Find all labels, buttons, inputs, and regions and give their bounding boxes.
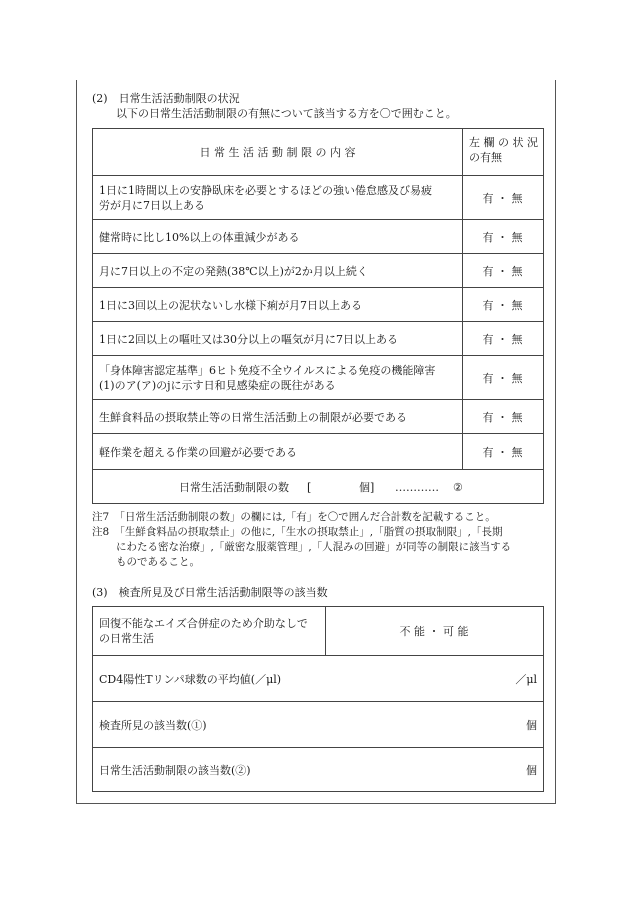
header-status-line2: の有無 — [469, 151, 502, 164]
summary-label: 日常生活活動制限の該当数(②) — [99, 763, 251, 777]
summary-table — [92, 606, 544, 792]
choice-cell[interactable] — [462, 356, 543, 400]
header-content-label: 日 常 生 活 活 動 制 限 の 内 容 — [199, 145, 356, 159]
ability-choice[interactable] — [325, 607, 543, 655]
cd4-unit: ／μl — [515, 672, 537, 686]
summary-label — [99, 607, 323, 655]
count-mark: ② — [453, 480, 463, 494]
choice-text: 有 ・ 無 — [482, 230, 523, 244]
row-text: 「身体障害認定基準」6ヒト免疫不全ウイルスによる免疫の機能障害 — [99, 364, 436, 377]
header-status — [469, 135, 545, 169]
summary-label: CD4陽性Tリンパ球数の平均値(／μl) — [99, 672, 282, 686]
restriction-table — [92, 128, 544, 504]
restriction-count-unit: 個 — [526, 763, 537, 777]
table-row — [93, 747, 543, 791]
choice-text: 有 ・ 無 — [482, 410, 523, 424]
table-row — [93, 321, 543, 355]
section3-heading: (3) 検査所見及び日常生活活動制限等の該当数 — [92, 586, 328, 599]
count-row — [93, 469, 543, 503]
choice-cell[interactable] — [462, 322, 543, 356]
row-text: 1日に3回以上の泥状ないし水様下痢が月7日以上ある — [99, 298, 362, 312]
choice-cell[interactable] — [462, 288, 543, 322]
choice-text: 有 ・ 無 — [482, 191, 523, 205]
ability-choice-text: 不 能 ・ 可 能 — [399, 624, 469, 638]
note-8-line1: 注8 「生鮮食料品の摂取禁止」の他に,「生水の摂取禁止」,「脂質の摂取制限」,「長期 — [92, 526, 503, 538]
choice-cell[interactable] — [462, 254, 543, 288]
row-text: 生鮮食料品の摂取禁止等の日常生活活動上の制限が必要である — [99, 410, 407, 424]
note-7: 注7 「日常生活活動制限の数」の欄には,「有」を〇で囲んだ合計数を記載すること。 — [92, 511, 496, 523]
choice-text: 有 ・ 無 — [482, 332, 523, 346]
table-row — [93, 655, 543, 701]
section2-instruction: 以下の日常生活活動制限の有無について該当する方を〇で囲むこと。 — [116, 107, 457, 120]
header-status-line1: 左 欄 の 状 況 — [469, 136, 538, 149]
summary-label-line2: の日常生活 — [99, 632, 154, 645]
choice-text: 有 ・ 無 — [482, 445, 523, 459]
count-dots: ………… — [395, 480, 439, 494]
choice-cell[interactable] — [462, 220, 543, 254]
table-row — [93, 355, 543, 399]
summary-label: 検査所見の該当数(①) — [99, 718, 207, 732]
count-unit: 個] — [359, 480, 375, 494]
row-text: 労が月に7日以上ある — [99, 199, 205, 212]
choice-cell[interactable] — [462, 434, 543, 470]
table-row — [93, 287, 543, 321]
note-8-line3: ものであること。 — [116, 556, 200, 568]
summary-label-line1: 回復不能なエイズ合併症のため介助なしで — [99, 617, 308, 630]
table-row — [93, 219, 543, 253]
choice-text: 有 ・ 無 — [482, 298, 523, 312]
row-text: (1)のア(ア)のjに示す日和見感染症の既往がある — [99, 379, 336, 392]
exam-count-field[interactable] — [393, 702, 537, 748]
header-content — [93, 129, 462, 175]
choice-cell[interactable] — [462, 176, 543, 220]
section2-heading: (2) 日常生活活動制限の状況 — [92, 92, 240, 105]
choice-text: 有 ・ 無 — [482, 371, 523, 385]
row-text: 月に7日以上の不定の発熱(38℃以上)が2か月以上続く — [99, 264, 368, 278]
table-row — [93, 175, 543, 219]
choice-cell[interactable] — [462, 400, 543, 434]
count-label: 日常生活活動制限の数 — [179, 480, 289, 494]
row-text: 1日に1時間以上の安静臥床を必要とするほどの強い倦怠感及び易疲 — [99, 184, 432, 197]
table-row — [93, 253, 543, 287]
choice-text: 有 ・ 無 — [482, 264, 523, 278]
row-text: 1日に2回以上の嘔吐又は30分以上の嘔気が月に7日以上ある — [99, 332, 398, 346]
cd4-value-field[interactable] — [393, 656, 537, 702]
note-8-line2: にわたる密な治療」,「厳密な服薬管理」,「人混みの回避」が同等の制限に該当する — [116, 541, 512, 553]
table-row — [93, 433, 543, 469]
row-text: 軽作業を超える作業の回避が必要である — [99, 445, 297, 459]
row-text: 健常時に比し10%以上の体重減少がある — [99, 230, 300, 244]
table-row — [93, 399, 543, 433]
count-bracket-open: [ — [307, 480, 312, 494]
exam-count-unit: 個 — [526, 718, 537, 732]
table-row — [93, 701, 543, 747]
restriction-count-field[interactable] — [393, 748, 537, 792]
